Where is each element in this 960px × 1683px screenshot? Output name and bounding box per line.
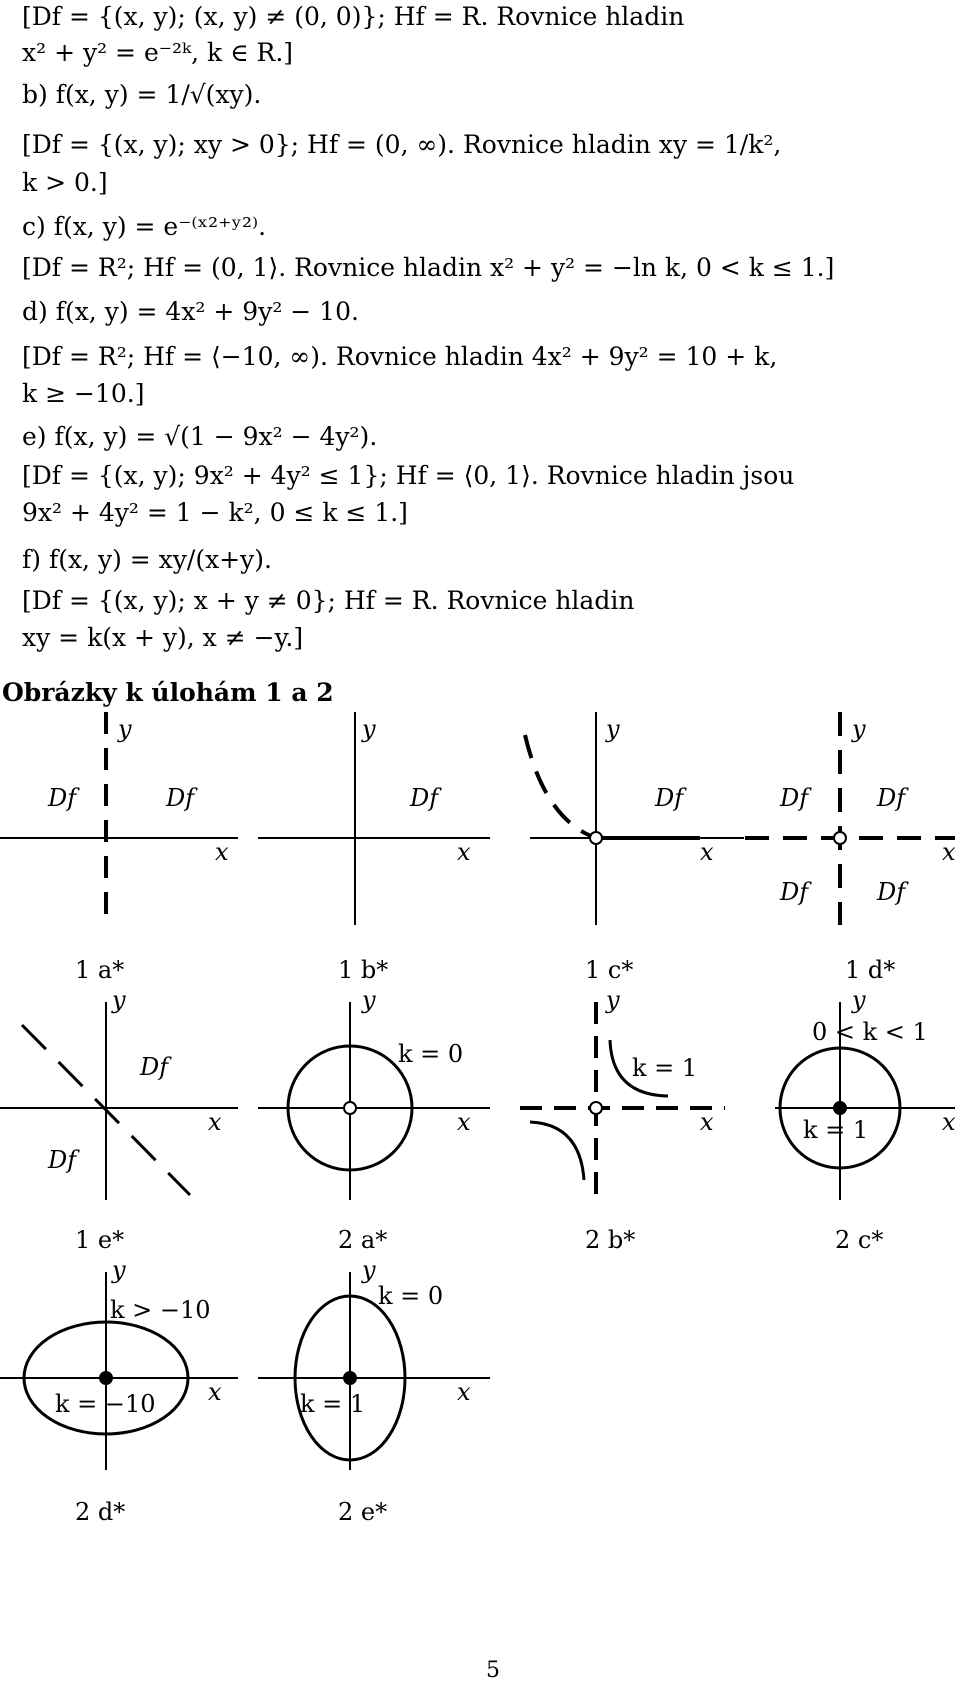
- caption-2d: 2 d*: [75, 1498, 126, 1526]
- level-label: k = 0: [378, 1282, 444, 1310]
- caption-2a: 2 a*: [338, 1226, 388, 1254]
- x-axis-label: x: [700, 1108, 714, 1136]
- text-line-7: [Df = R²; Hf = (0, 1⟩. Rovnice hladin x² + y² = −ln k, 0 < k ≤ 1.]: [22, 253, 835, 282]
- y-axis-label: y: [852, 715, 866, 743]
- domain-label: Df: [140, 1053, 169, 1081]
- level-label: k = −10: [55, 1390, 156, 1418]
- domain-label: Df: [780, 784, 809, 812]
- text-line-6: c) f(x, y) = e⁻⁽ˣ²⁺ʸ²⁾.: [22, 212, 267, 241]
- x-axis-label: x: [457, 838, 471, 866]
- text-line-16: xy = k(x + y), x ≠ −y.]: [22, 623, 304, 652]
- level-label: k = 1: [632, 1054, 698, 1082]
- figures-heading: Obrázky k úlohám 1 a 2: [2, 678, 334, 707]
- x-axis-label: x: [942, 1108, 956, 1136]
- excluded-point: [590, 832, 602, 844]
- y-axis-label: y: [362, 715, 376, 743]
- excluded-point: [834, 832, 846, 844]
- text-line-12: [Df = {(x, y); 9x² + 4y² ≤ 1}; Hf = ⟨0, 1⟩. Rovnice hladin jsou: [22, 461, 795, 490]
- page-number: 5: [486, 1658, 500, 1683]
- text-line-3: b) f(x, y) = 1/√(xy).: [22, 80, 262, 109]
- origin-point: [834, 1102, 846, 1114]
- text-line-1: [Df = {(x, y); (x, y) ≠ (0, 0)}; Hf = R. Rovnice hladin: [22, 2, 685, 31]
- caption-1e: 1 e*: [75, 1226, 125, 1254]
- text-line-4: [Df = {(x, y); xy > 0}; Hf = (0, ∞). Rovnice hladin xy = 1/k²,: [22, 130, 782, 159]
- text-line-10: k ≥ −10.]: [22, 379, 145, 408]
- y-axis-label: y: [118, 715, 132, 743]
- text-line-15: [Df = {(x, y); x + y ≠ 0}; Hf = R. Rovnice hladin: [22, 586, 635, 615]
- caption-2c: 2 c*: [835, 1226, 884, 1254]
- level-label: k > −10: [110, 1296, 211, 1324]
- level-label: k = 0: [398, 1040, 464, 1068]
- caption-1c: 1 c*: [585, 956, 634, 984]
- caption-2b: 2 b*: [585, 1226, 636, 1254]
- excluded-origin: [344, 1102, 356, 1114]
- x-axis-label: x: [208, 1378, 222, 1406]
- domain-label: Df: [48, 784, 77, 812]
- text-line-9: [Df = R²; Hf = ⟨−10, ∞). Rovnice hladin 4x² + 9y² = 10 + k,: [22, 342, 778, 371]
- x-axis-label: x: [457, 1108, 471, 1136]
- x-axis-label: x: [457, 1378, 471, 1406]
- text-line-13: 9x² + 4y² = 1 − k², 0 ≤ k ≤ 1.]: [22, 498, 408, 527]
- text-line-14: f) f(x, y) = xy/(x+y).: [22, 545, 272, 574]
- domain-label: Df: [410, 784, 439, 812]
- y-axis-label: y: [606, 986, 620, 1014]
- caption-2e: 2 e*: [338, 1498, 388, 1526]
- level-label: k = 1: [300, 1390, 366, 1418]
- x-axis-label: x: [215, 838, 229, 866]
- text-line-2: x² + y² = e⁻²ᵏ, k ∈ R.]: [22, 38, 294, 67]
- excluded-origin: [590, 1102, 602, 1114]
- caption-1b: 1 b*: [338, 956, 389, 984]
- hyperbola-branch-2: [530, 1122, 584, 1180]
- y-axis-label: y: [362, 986, 376, 1014]
- text-line-5: k > 0.]: [22, 168, 108, 197]
- domain-label: Df: [877, 878, 906, 906]
- caption-1a: 1 a*: [75, 956, 125, 984]
- y-axis-label: y: [112, 986, 126, 1014]
- domain-label: Df: [780, 878, 809, 906]
- origin-point: [100, 1372, 112, 1384]
- domain-label: Df: [877, 784, 906, 812]
- text-line-8: d) f(x, y) = 4x² + 9y² − 10.: [22, 297, 359, 326]
- domain-label: Df: [166, 784, 195, 812]
- level-label: k = 1: [803, 1116, 869, 1144]
- y-axis-label: y: [852, 986, 866, 1014]
- origin-point: [344, 1372, 356, 1384]
- x-axis-label: x: [942, 838, 956, 866]
- x-axis-label: x: [700, 838, 714, 866]
- y-axis-label: y: [606, 715, 620, 743]
- x-axis-label: x: [208, 1108, 222, 1136]
- y-axis-label: y: [112, 1256, 126, 1284]
- dashed-boundary-curve: [525, 735, 596, 838]
- domain-label: Df: [655, 784, 684, 812]
- y-axis-label: y: [362, 1256, 376, 1284]
- domain-label: Df: [48, 1146, 77, 1174]
- caption-1d: 1 d*: [845, 956, 896, 984]
- text-line-11: e) f(x, y) = √(1 − 9x² − 4y²).: [22, 422, 378, 451]
- level-label: 0 < k < 1: [812, 1018, 928, 1046]
